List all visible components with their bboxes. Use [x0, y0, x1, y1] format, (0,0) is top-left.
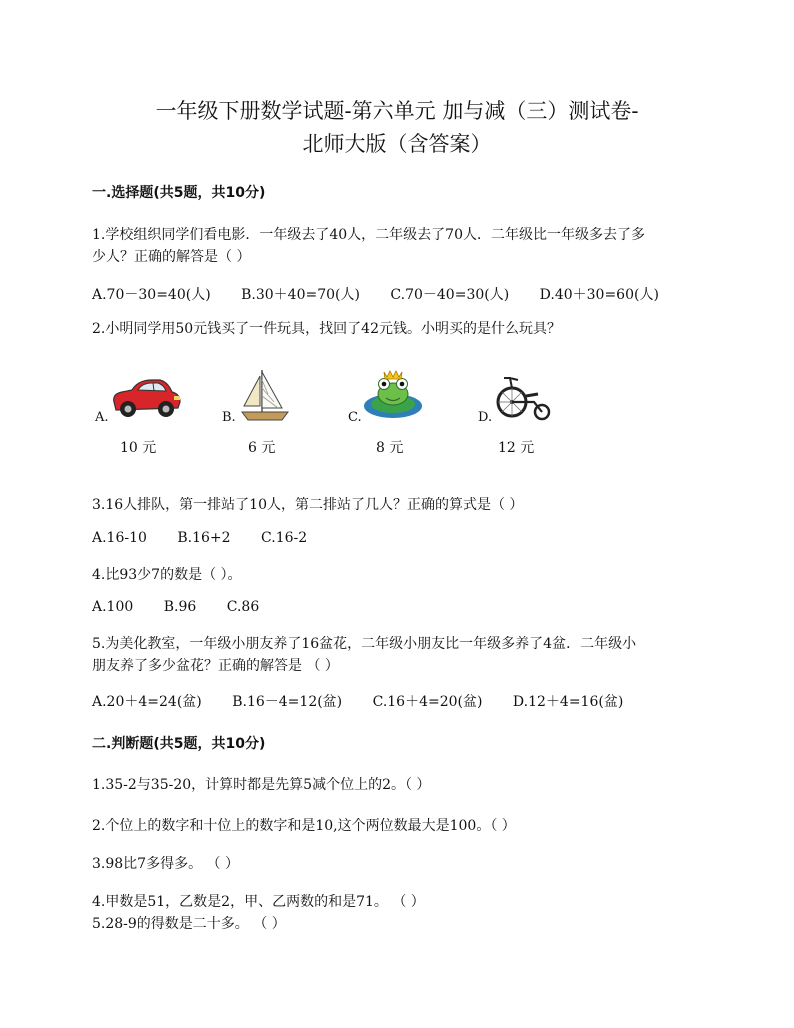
q2-price-b: 6 元: [248, 440, 276, 456]
sailboat-icon[interactable]: [238, 368, 294, 424]
q5-option-d[interactable]: D.12＋4=16(盆): [512, 694, 624, 710]
q4-text: 4.比93少7的数是（ ）。: [92, 567, 242, 583]
q5-options: [92, 691, 623, 711]
q3-option-b[interactable]: B.16+2: [177, 530, 231, 546]
q4-option-c[interactable]: C.86: [226, 599, 260, 615]
q5-option-a[interactable]: A.20＋4=24(盆): [92, 694, 202, 710]
q3-option-a[interactable]: A.16-10: [92, 530, 147, 546]
q3-text: 3.16人排队，第一排站了10人，第二排站了几人？正确的算式是（ ）: [92, 497, 524, 513]
q5-option-c[interactable]: C.16＋4=20(盆): [372, 694, 483, 710]
judge-item-5: 5.28-9的得数是二十多。 （ ）: [92, 916, 286, 932]
q2-choice-c-letter: C.: [348, 410, 362, 425]
q3-options: [92, 530, 307, 546]
q1-option-c[interactable]: C.70－40=30(人): [390, 287, 510, 303]
judge-item-2: 2.个位上的数字和十位上的数字和是10,这个两位数最大是100。（ ）: [92, 818, 516, 834]
q1-option-d[interactable]: D.40＋30=60(人): [539, 287, 659, 303]
doc-title-line2: 北师大版（含答案）: [302, 132, 492, 156]
judge-item-1: 1.35-2与35-20，计算时都是先算5减个位上的2。（ ）: [92, 777, 431, 793]
q1-text-line2: 少人？正确的解答是（ ）: [92, 249, 251, 265]
q2-text: 2.小明同学用50元钱买了一件玩具，找回了42元钱。小明买的是什么玩具？: [92, 321, 561, 337]
q1-option-b[interactable]: B.30＋40=70(人): [241, 287, 360, 303]
q2-price-c: 8 元: [376, 440, 404, 456]
q5-text-line1: 5.为美化教室，一年级小朋友养了16盆花，二年级小朋友比一年级多养了4盆．二年级小: [92, 636, 637, 652]
q2-choice-a-letter: A.: [95, 410, 109, 425]
q5-option-b[interactable]: B.16－4=12(盆): [232, 694, 343, 710]
q2-choice-d-letter: D.: [478, 410, 493, 425]
q1-options: [92, 284, 659, 304]
q4-option-a[interactable]: A.100: [92, 599, 134, 615]
q4-options: [92, 599, 259, 615]
q2-price-d: 12 元: [498, 440, 535, 456]
q4-option-b[interactable]: B.96: [163, 599, 197, 615]
section2-heading: 二.判断题(共5题，共10分): [92, 736, 266, 752]
q3-option-c[interactable]: C.16-2: [261, 530, 308, 546]
judge-item-4: 4.甲数是51，乙数是2，甲、乙两数的和是71。 （ ）: [92, 894, 425, 910]
frog-icon[interactable]: [362, 368, 424, 420]
section1-heading: 一.选择题(共5题，共10分): [92, 185, 266, 201]
tricycle-icon[interactable]: [492, 372, 554, 424]
judge-item-3: 3.98比7多得多。 （ ）: [92, 856, 239, 872]
q2-choice-b-letter: B.: [222, 410, 236, 425]
q1-option-a[interactable]: A.70－30=40(人): [92, 287, 211, 303]
q1-text-line1: 1.学校组织同学们看电影．一年级去了40人，二年级去了70人．二年级比一年级多去了多: [92, 227, 645, 243]
doc-title-line1: 一年级下册数学试题-第六单元 加与减（三）测试卷-: [155, 99, 639, 123]
q2-price-a: 10 元: [120, 440, 157, 456]
toy-car-icon[interactable]: [108, 368, 184, 422]
q5-text-line2: 朋友养了多少盆花？正确的解答是 （ ）: [92, 658, 339, 674]
